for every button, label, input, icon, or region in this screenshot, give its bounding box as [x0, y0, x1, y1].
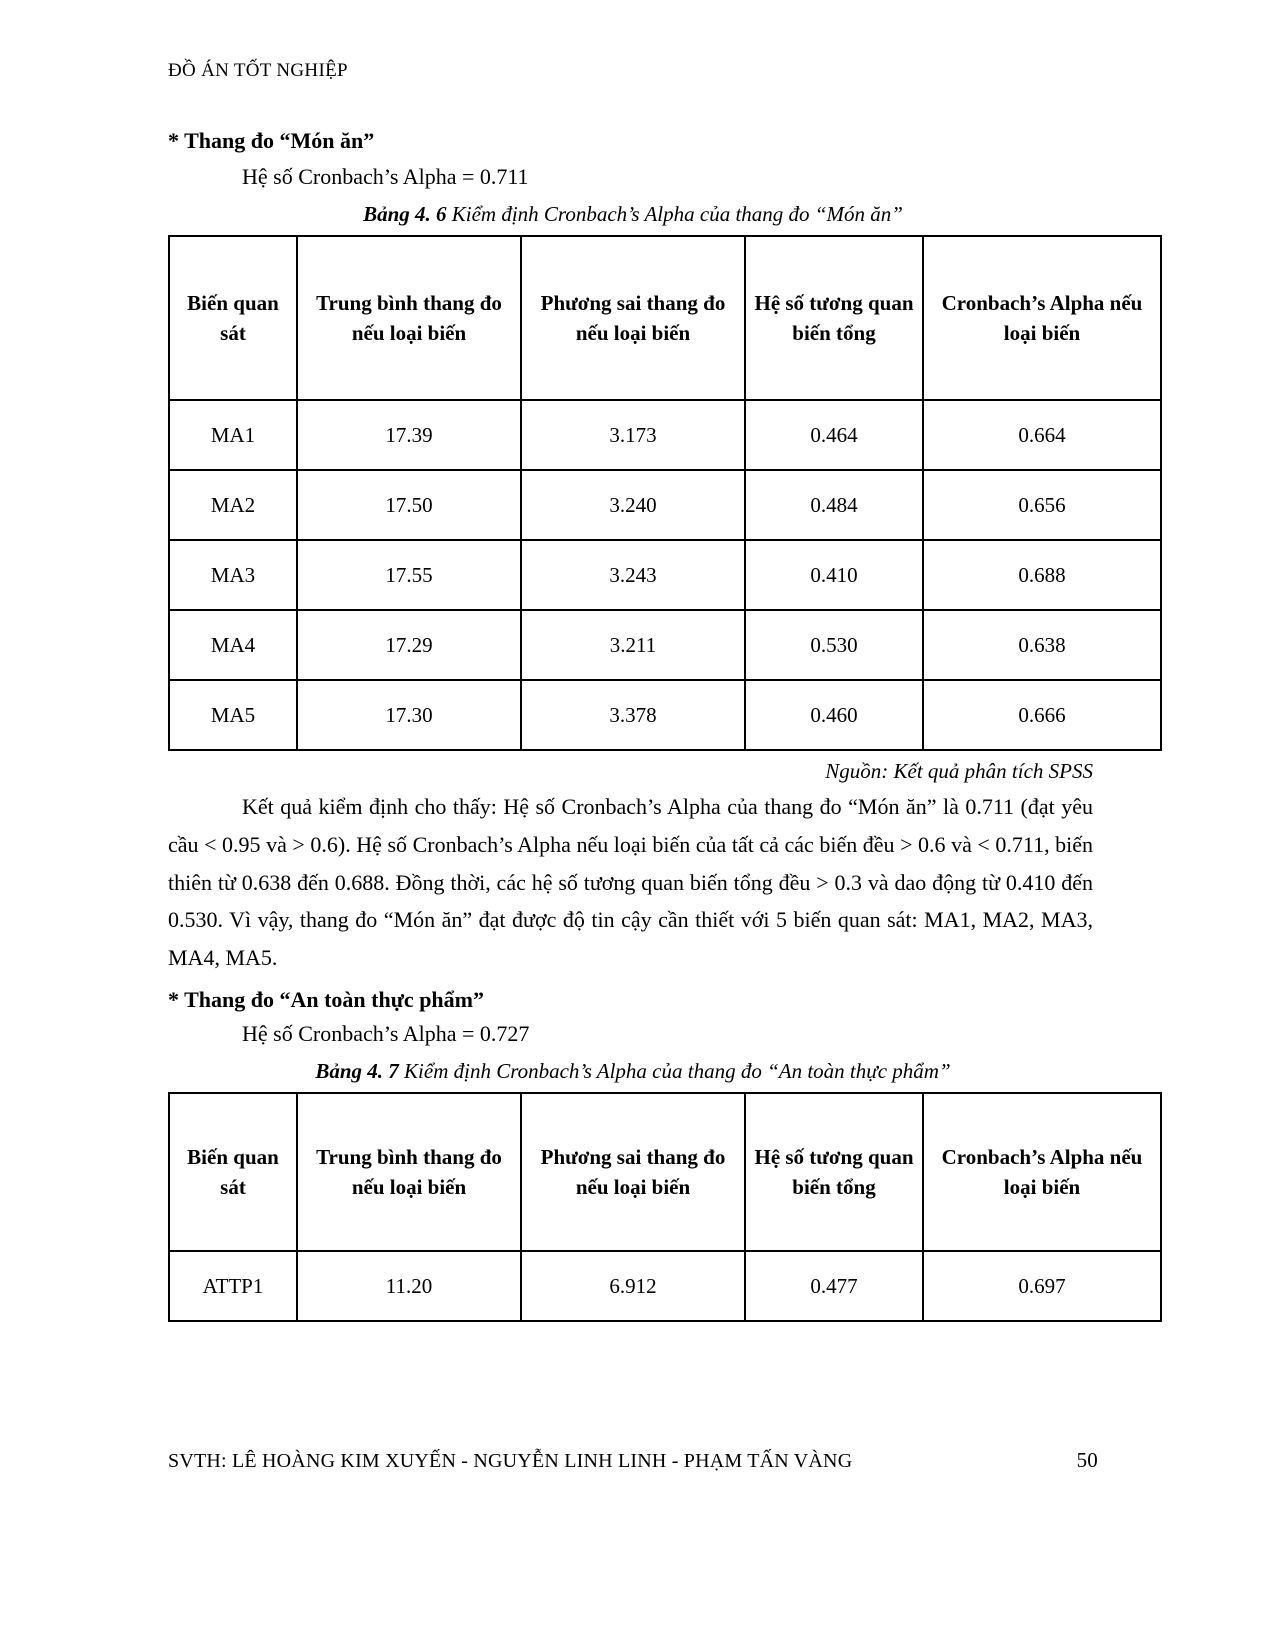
table-row [169, 470, 1161, 540]
analysis-paragraph [168, 788, 1093, 977]
table-header-cell: Phương sai thang đo nếu loại biến [521, 1093, 745, 1251]
table-cell: 3.378 [521, 680, 745, 750]
table-cell: 3.173 [521, 400, 745, 470]
table-cell: 17.50 [297, 470, 521, 540]
table-header-cell: Hệ số tương quan biến tổng [745, 236, 923, 400]
table-header-cell: Biến quan sát [169, 236, 297, 400]
table-cell: MA5 [169, 680, 297, 750]
table-cell: 17.55 [297, 540, 521, 610]
page-footer [168, 1448, 1098, 1473]
table-header-cell: Trung bình thang đo nếu loại biến [297, 1093, 521, 1251]
table-header-row [169, 236, 1161, 400]
table-cell: 0.464 [745, 400, 923, 470]
table-header-cell: Cronbach’s Alpha nếu loại biến [923, 1093, 1161, 1251]
table-row [169, 400, 1161, 470]
table-cell: MA3 [169, 540, 297, 610]
table-caption-label-4-6: Bảng 4. 6 [363, 202, 447, 226]
table-cell: 0.477 [745, 1251, 923, 1321]
section-heading-an-toan-thuc-pham: * Thang đo “An toàn thực phẩm” [168, 987, 484, 1013]
table-cell: 0.410 [745, 540, 923, 610]
table-cell: 0.666 [923, 680, 1161, 750]
table-cell: 0.688 [923, 540, 1161, 610]
table-row [169, 610, 1161, 680]
table-row [169, 680, 1161, 750]
table-cronbach-mon-an [168, 235, 1162, 751]
table-cell: 3.240 [521, 470, 745, 540]
table-header-cell: Trung bình thang đo nếu loại biến [297, 236, 521, 400]
table-cell: 0.530 [745, 610, 923, 680]
table-source-note: Nguồn: Kết quả phân tích SPSS [825, 759, 1093, 783]
table-cell: 0.656 [923, 470, 1161, 540]
table-header-row [169, 1093, 1161, 1251]
table-cell: MA4 [169, 610, 297, 680]
table-cell: 0.664 [923, 400, 1161, 470]
table-header-cell: Hệ số tương quan biến tổng [745, 1093, 923, 1251]
table-caption-text-4-7: Kiểm định Cronbach’s Alpha của thang đo “An toàn thực phẩm” [398, 1059, 951, 1084]
footer-authors: SVTH: LÊ HOÀNG KIM XUYẾN - NGUYỄN LINH LINH - PHẠM TẤN VÀNG [168, 1450, 853, 1472]
table-header-cell: Cronbach’s Alpha nếu loại biến [923, 236, 1161, 400]
page-number: 50 [1076, 1448, 1098, 1472]
table-cell: 17.30 [297, 680, 521, 750]
table-cell: 0.484 [745, 470, 923, 540]
running-head: ĐỒ ÁN TỐT NGHIỆP [168, 60, 348, 81]
table-header-cell: Phương sai thang đo nếu loại biến [521, 236, 745, 400]
table-caption-4-7 [168, 1059, 1098, 1084]
page-content [168, 60, 1143, 1322]
table-caption-4-6 [168, 202, 1098, 227]
table-row [169, 540, 1161, 610]
table-caption-label-4-7: Bảng 4. 7 [315, 1059, 399, 1084]
table-cell: 11.20 [297, 1251, 521, 1321]
alpha-value-mon-an: Hệ số Cronbach’s Alpha = 0.711 [242, 164, 529, 189]
table-cell: 0.697 [923, 1251, 1161, 1321]
table-header-cell: Biến quan sát [169, 1093, 297, 1251]
analysis-paragraph-text: Kết quả kiểm định cho thấy: Hệ số Cronbach’s Alpha của thang đo “Món ăn” là 0.711 (đạt yêu cầu < 0.95 và > 0.6). Hệ số Cronbach’s Alpha nếu loại biến của tất cả các biến đều > 0.6 và < 0.711, biến thiên từ 0.638 đến 0.688. Đồng thời, các hệ số tương quan biến tổng đều > 0.3 và dao động từ 0.410 đến 0.530. Vì vậy, thang đo “Món ăn” đạt được độ tin cậy cần thiết với 5 biến quan sát: MA1, MA2, MA3, MA4, MA5. [168, 794, 1093, 971]
table-cell: 6.912 [521, 1251, 745, 1321]
table-cell: 17.39 [297, 400, 521, 470]
table-cell: 0.460 [745, 680, 923, 750]
table-row [169, 1251, 1161, 1321]
table-caption-text-4-6: Kiểm định Cronbach’s Alpha của thang đo “Món ăn” [446, 202, 903, 226]
section-heading-mon-an: * Thang đo “Món ăn” [168, 128, 375, 153]
table-cell: 3.211 [521, 610, 745, 680]
table-cronbach-an-toan-thuc-pham [168, 1092, 1162, 1322]
table-cell: 0.638 [923, 610, 1161, 680]
alpha-value-an-toan-thuc-pham: Hệ số Cronbach’s Alpha = 0.727 [242, 1021, 530, 1047]
table-cell: ATTP1 [169, 1251, 297, 1321]
table-cell: MA1 [169, 400, 297, 470]
table-cell: 3.243 [521, 540, 745, 610]
table-cell: MA2 [169, 470, 297, 540]
table-cell: 17.29 [297, 610, 521, 680]
